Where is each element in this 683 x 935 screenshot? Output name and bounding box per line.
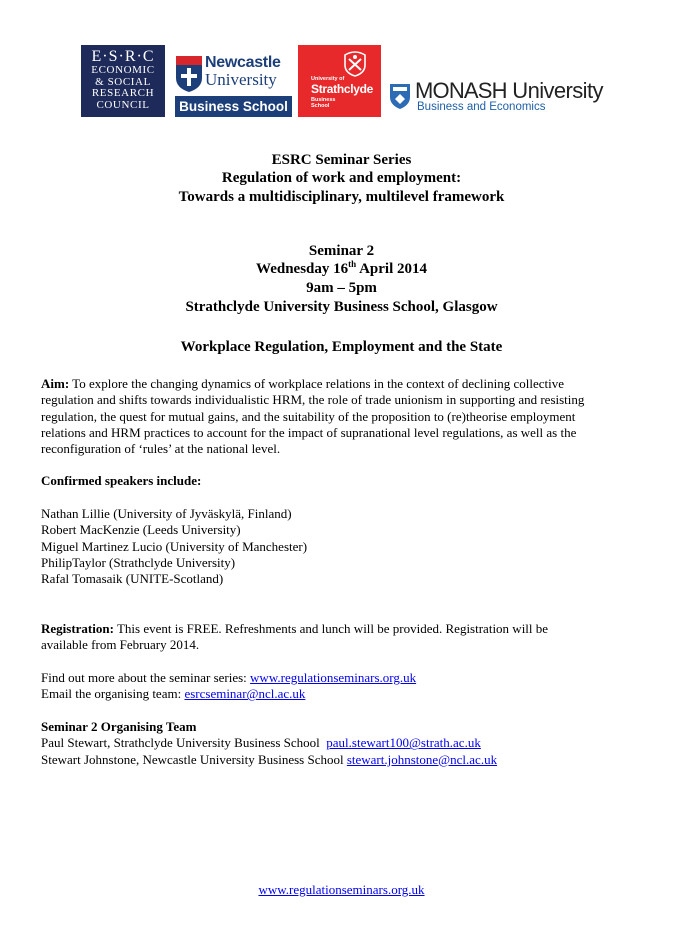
newcastle-name-line: Newcastle xyxy=(205,54,281,71)
strathclyde-text xyxy=(311,97,335,109)
footer-website-link[interactable]: www.regulationseminars.org.uk xyxy=(258,882,425,897)
speaker-item: PhilipTaylor (Strathclyde University) xyxy=(41,554,236,570)
esrc-logo xyxy=(81,45,165,117)
aim-paragraph xyxy=(41,376,651,457)
strathclyde-text: Business xyxy=(311,97,336,103)
event-time: 9am – 5pm xyxy=(306,280,377,296)
registration-paragraph xyxy=(41,621,651,654)
team-member-email-link[interactable]: paul.stewart100@strath.ac.uk xyxy=(326,735,481,751)
esrc-logo-text: ECONOMIC xyxy=(91,64,155,76)
esrc-logo-text: RESEARCH xyxy=(91,87,155,99)
strathclyde-text: School xyxy=(311,103,330,109)
aim-line: regulation and shifts towards individualistic HRM, the role of trade unionism in supporting and resisting xyxy=(41,392,585,408)
event-date-month: April 2014 xyxy=(356,261,427,277)
event-date-day: Wednesday 16 xyxy=(256,261,349,277)
registration-line: available from February 2014. xyxy=(41,637,200,653)
newcastle-business-school-bar: Business School xyxy=(175,96,292,117)
series-title: ESRC Seminar Series xyxy=(271,152,412,168)
info-links xyxy=(41,670,651,703)
esrc-logo-text: & SOCIAL xyxy=(95,75,151,88)
registration-label: Registration: xyxy=(41,621,114,636)
monash-name-bold: MONASH xyxy=(415,78,507,103)
page-subtitle: Towards a multidisciplinary, multilevel framework xyxy=(178,189,505,205)
monash-subtitle: Business and Economics xyxy=(417,101,546,113)
aim-line: regulation, the quest for mutual gains, and the suitability of the proposition to (re)theorise employment xyxy=(41,408,576,424)
esrc-logo-text: COUNCIL xyxy=(96,98,150,111)
monash-name xyxy=(415,80,603,102)
strathclyde-text: University of xyxy=(311,76,345,82)
newcastle-logo xyxy=(175,55,292,117)
team-member xyxy=(41,752,651,768)
strathclyde-crest-icon xyxy=(342,51,368,77)
team-member xyxy=(41,735,651,751)
speaker-item: Nathan Lillie (University of Jyväskylä, Finland) xyxy=(41,506,292,521)
team-member-name: Stewart Johnstone, Newcastle University Business School xyxy=(41,751,347,767)
aim-line xyxy=(41,376,651,392)
speaker-item: Rafal Tomasaik (UNITE-Scotland) xyxy=(41,571,224,587)
registration-line xyxy=(41,621,651,637)
speaker-item: Miguel Martinez Lucio (University of Manchester) xyxy=(41,538,308,554)
esrc-logo-text: E·S·R·C xyxy=(91,48,155,65)
monash-shield-icon xyxy=(390,84,410,109)
event-date xyxy=(0,261,683,278)
series-link-label: Find out more about the seminar series: xyxy=(41,670,251,685)
series-website-link[interactable]: www.regulationseminars.org.uk xyxy=(250,670,417,685)
monash-logo xyxy=(388,80,603,116)
page-title: Regulation of work and employment: xyxy=(221,170,462,186)
speakers-list xyxy=(41,506,651,587)
organising-team xyxy=(41,719,651,768)
speakers-heading: Confirmed speakers include: xyxy=(41,473,202,488)
aim-text: To explore the changing dynamics of workplace relations in the context of declining collective xyxy=(69,376,565,391)
event-venue: Strathclyde University Business School, Glasgow xyxy=(185,299,498,315)
newcastle-shield-icon xyxy=(176,56,202,92)
aim-line: reconfiguration of ‘rules’ at the national level. xyxy=(41,441,281,457)
monash-name-rest: University xyxy=(506,78,603,103)
organising-team-email-link[interactable]: esrcseminar@ncl.ac.uk xyxy=(184,686,306,702)
newcastle-name xyxy=(205,55,281,88)
aim-label: Aim: xyxy=(41,376,70,391)
email-link-label: Email the organising team: xyxy=(41,686,185,702)
email-link-line xyxy=(41,686,651,702)
team-member-email-link[interactable]: stewart.johnstone@ncl.ac.uk xyxy=(346,751,498,767)
speaker-item: Robert MacKenzie (Leeds University) xyxy=(41,522,241,538)
strathclyde-text: Strathclyde xyxy=(311,82,374,96)
event-date-suffix: th xyxy=(348,259,357,269)
seminar-number: Seminar 2 xyxy=(308,243,375,259)
footer xyxy=(0,882,683,898)
event-theme: Workplace Regulation, Employment and the State xyxy=(180,339,503,355)
registration-text: This event is FREE. Refreshments and lunch will be provided. Registration will be xyxy=(113,621,549,636)
series-link-line xyxy=(41,670,651,686)
strathclyde-logo xyxy=(298,45,381,117)
newcastle-name-line: University xyxy=(205,70,277,89)
aim-line: relations and HRM practices to account for the impact of supranational level regulations, as well as the xyxy=(41,424,577,440)
team-member-name: Paul Stewart, Strathclyde University Business School xyxy=(41,735,327,751)
organising-team-heading: Seminar 2 Organising Team xyxy=(41,719,197,734)
